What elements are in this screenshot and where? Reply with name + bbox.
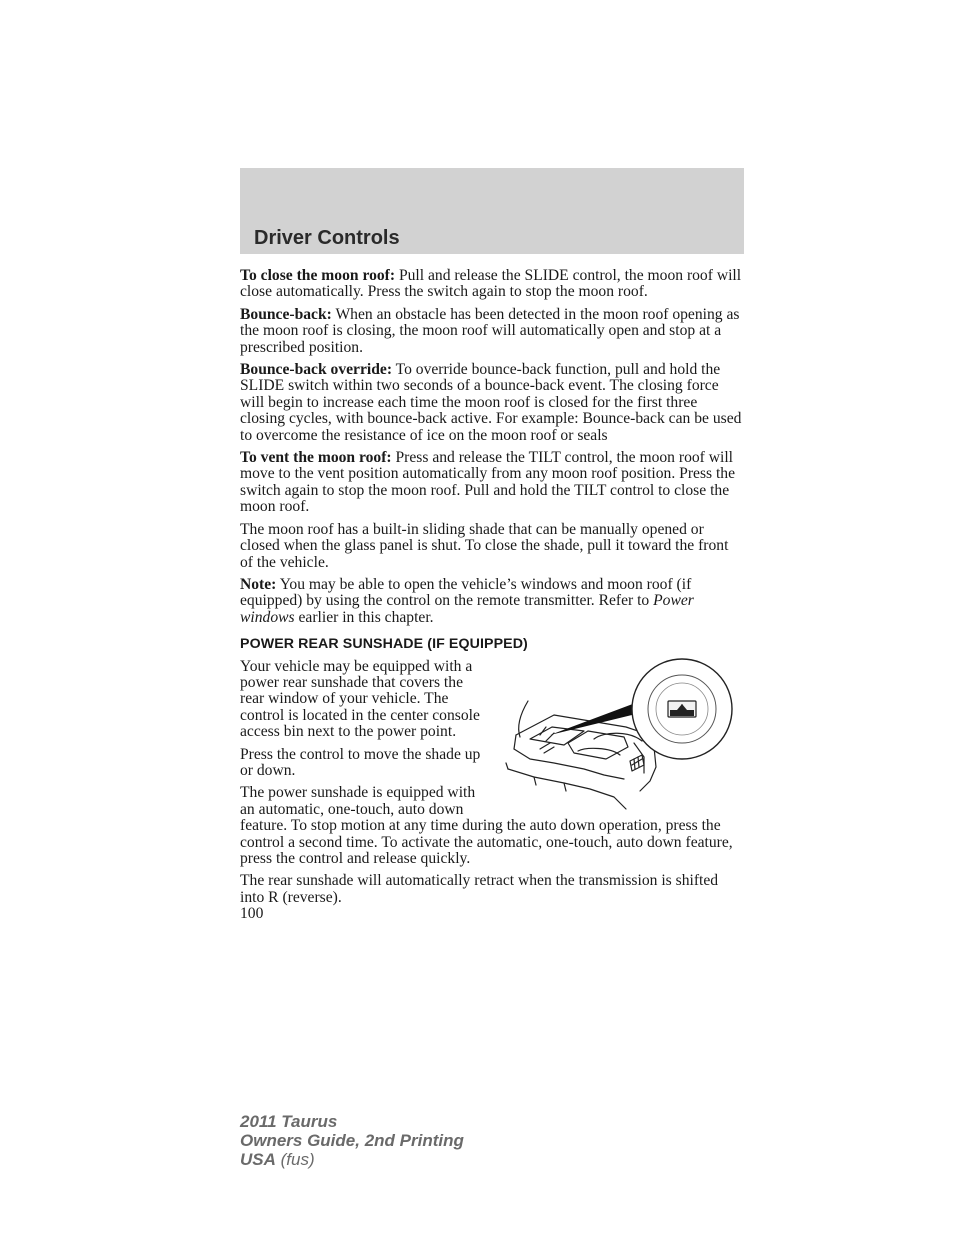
paragraph-bounce-back-override bbox=[240, 362, 744, 444]
document-footer bbox=[240, 1112, 464, 1169]
text-bounce-back-override: To override bounce-back function, pull and hold the SLIDE switch within two seconds of a bounce-back event. The closing force will begin to increase each time the moon roof is closed for the first three closing cycles, with bounce-back active. For example: Bounce-back can be used to overcome the resistance of ice on the moon roof or seals bbox=[240, 361, 742, 444]
paragraph-sliding-shade: The moon roof has a built-in sliding shade that can be manually opened or closed when the glass panel is shut. To close the shade, pull it toward the front of the vehicle. bbox=[240, 520, 729, 571]
paragraph-vent-moonroof bbox=[240, 450, 744, 516]
paragraph-note bbox=[240, 577, 744, 626]
note-text-after: earlier in this chapter. bbox=[294, 608, 434, 626]
paragraph-sunshade-intro: Your vehicle may be equipped with a power rear sunshade that covers the rear window of your vehicle. The control is located in the center console access bin next to the power point. bbox=[240, 657, 480, 741]
paragraph-sunshade-auto-down: The power sunshade is equipped with an automatic, one-touch, auto down feature. To stop motion at any time during the auto down operation, press the control a second time. To activate the automatic, one-touch, auto down feature, press the control and release quickly. bbox=[240, 784, 733, 867]
page-number: 100 bbox=[240, 905, 264, 923]
paragraph-close-moonroof bbox=[240, 268, 744, 301]
text-close-moonroof: Pull and release the SLIDE control, the moon roof will close automatically. Press the switch again to stop the moon roof. bbox=[240, 267, 742, 301]
text-bounce-back: When an obstacle has been detected in the moon roof opening as the moon roof is closing, the moon roof will automatically open and stop at a prescribed position. bbox=[240, 305, 740, 356]
footer-edition: Owners Guide, 2nd Printing bbox=[240, 1131, 464, 1150]
footer-market-country: USA bbox=[240, 1150, 276, 1169]
note-text-before: You may be able to open the vehicle’s windows and moon roof (if equipped) by using the control on the remote transmitter. Refer to bbox=[240, 575, 692, 610]
term-close-moonroof: To close the moon roof: bbox=[240, 267, 396, 284]
paragraph-bounce-back bbox=[240, 307, 744, 356]
note-crossref-power-windows: Power windows bbox=[240, 592, 694, 626]
term-bounce-back-override: Bounce-back override: bbox=[240, 361, 393, 379]
section-title: Driver Controls bbox=[254, 227, 400, 249]
section-header-bar bbox=[240, 168, 744, 254]
paragraph-sunshade-press: Press the control to move the shade up or down. bbox=[240, 745, 481, 779]
page-content bbox=[240, 268, 744, 923]
sunshade-control-illustration bbox=[494, 651, 748, 819]
section-heading-power-rear-sunshade: POWER REAR SUNSHADE (IF EQUIPPED) bbox=[240, 636, 528, 653]
footer-model: 2011 Taurus bbox=[240, 1112, 338, 1131]
text-vent-moonroof: Press and release the TILT control, the moon roof will move to the vent position automatically from any moon roof position. Press the switch again to stop the moon roof. Pull and hold the TILT control to close the moon roof. bbox=[240, 449, 736, 516]
term-vent-moonroof: To vent the moon roof: bbox=[240, 449, 392, 467]
paragraph-sunshade-reverse: The rear sunshade will automatically retract when the transmission is shifted into R (reverse). bbox=[240, 872, 719, 906]
footer-market-code: (fus) bbox=[275, 1150, 315, 1169]
term-note: Note: bbox=[240, 575, 277, 593]
footer-market bbox=[240, 1150, 464, 1169]
term-bounce-back: Bounce-back: bbox=[240, 305, 332, 323]
